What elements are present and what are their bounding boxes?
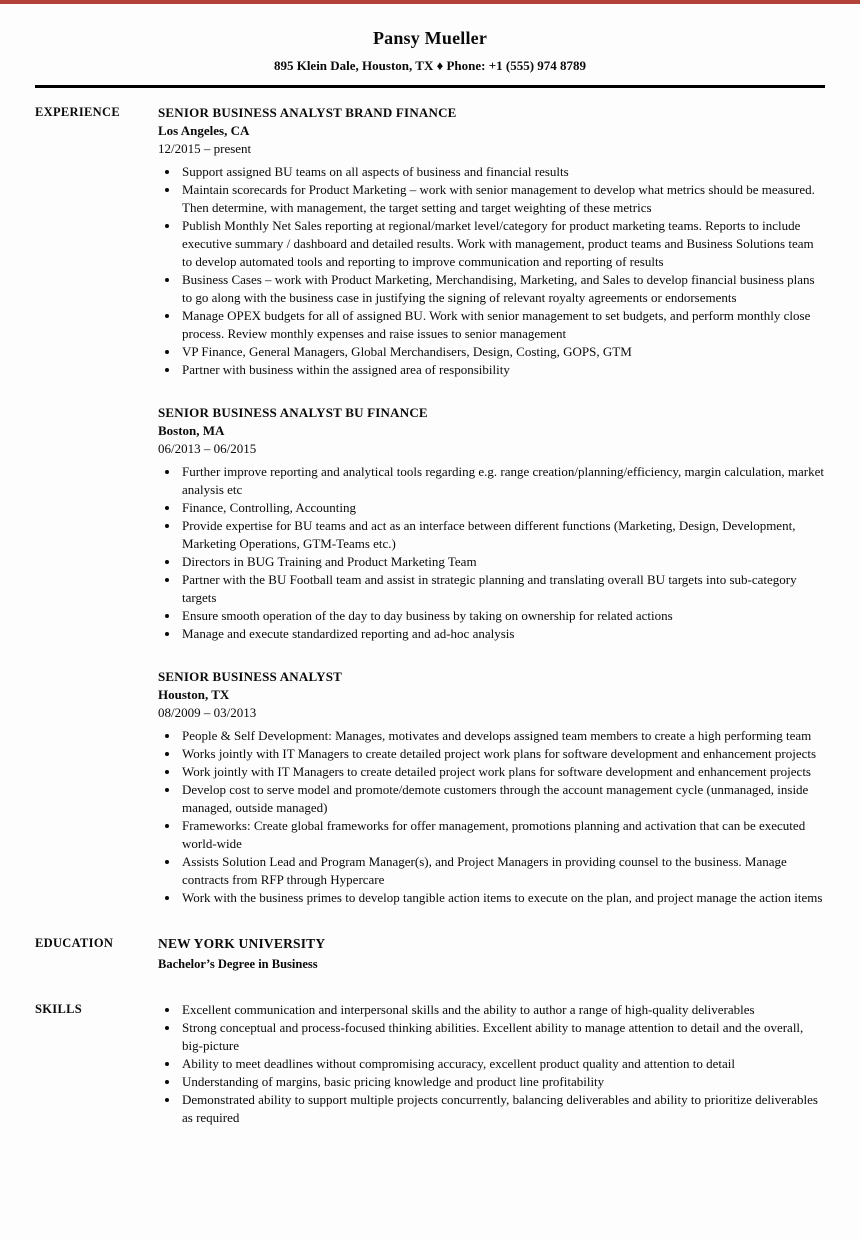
- bullet-item: • Work with the business primes to develop tangible action items to execute on the plan, and project manage the action items: [180, 889, 825, 907]
- bullet-item: • Finance, Controlling, Accounting: [180, 499, 825, 517]
- skill-bullet-item: • Demonstrated ability to support multiple projects concurrently, balancing deliverables and ability to prioritize deliverables as required: [180, 1091, 825, 1127]
- job-entry: [158, 404, 825, 643]
- bullet-item: • Further improve reporting and analytical tools regarding e.g. range creation/planning/efficiency, margin calculation, market analysis etc: [180, 463, 825, 499]
- job-location: Boston, MA: [158, 423, 225, 438]
- skill-bullet-item: • Ability to meet deadlines without compromising accuracy, excellent product quality and attention to detail: [180, 1055, 825, 1073]
- job-entry: [158, 104, 825, 379]
- bullet-item: • Support assigned BU teams on all aspects of business and financial results: [180, 163, 825, 181]
- bullet-item: • Develop cost to serve model and promote/demote customers through the account management cycle (unmanaged, inside managed, outside managed): [180, 781, 825, 817]
- bullet-item: • People & Self Development: Manages, motivates and develops assigned team members to create a high performing team: [180, 727, 825, 745]
- header-divider: [35, 85, 825, 88]
- skills-section: [35, 1001, 825, 1127]
- job-title: SENIOR BUSINESS ANALYST BU FINANCE: [158, 405, 428, 420]
- page-body: [0, 4, 860, 1127]
- job-bullet-list: [158, 727, 825, 907]
- job-title: SENIOR BUSINESS ANALYST: [158, 669, 343, 684]
- skill-bullet-item: • Understanding of margins, basic pricing knowledge and product line profitability: [180, 1073, 825, 1091]
- job-dates: 08/2009 – 03/2013: [158, 705, 257, 720]
- education-content: [158, 935, 825, 973]
- degree-name: Bachelor’s Degree in Business: [158, 957, 318, 971]
- bullet-item: • Maintain scorecards for Product Marketing – work with senior management to develop what metrics should be measured. Then determine, with management, the target setting and target weighting of these metrics: [180, 181, 825, 217]
- skills-list: [158, 1001, 825, 1127]
- bullet-item: • Frameworks: Create global frameworks for offer management, promotions planning and activation that can be executed world-wide: [180, 817, 825, 853]
- skill-bullet-item: • Strong conceptual and process-focused thinking abilities. Excellent ability to manage attention to detail and the overall, big-picture: [180, 1019, 825, 1055]
- school-name: NEW YORK UNIVERSITY: [158, 936, 326, 951]
- bullet-item: • Provide expertise for BU teams and act as an interface between different functions (Marketing, Design, Development, Marketing Operations, GTM-Teams etc.): [180, 517, 825, 553]
- job-entry: [158, 668, 825, 907]
- section-label-experience: EXPERIENCE: [35, 105, 120, 119]
- job-dates: 12/2015 – present: [158, 141, 252, 156]
- section-label-skills: SKILLS: [35, 1002, 82, 1016]
- bullet-item: • VP Finance, General Managers, Global Merchandisers, Design, Costing, GOPS, GTM: [180, 343, 825, 361]
- bullet-item: • Partner with the BU Football team and assist in strategic planning and translating overall BU targets into sub-category targets: [180, 571, 825, 607]
- resume-header: [35, 28, 825, 88]
- bullet-item: • Partner with business within the assigned area of responsibility: [180, 361, 825, 379]
- skill-bullet-item: • Excellent communication and interpersonal skills and the ability to author a range of high-quality deliverables: [180, 1001, 825, 1019]
- job-location: Los Angeles, CA: [158, 123, 250, 138]
- bullet-item: • Works jointly with IT Managers to create detailed project work plans for software development and enhancement projects: [180, 745, 825, 763]
- contact-line: 895 Klein Dale, Houston, TX ♦ Phone: +1 (555) 974 8789: [273, 58, 587, 73]
- section-label-education: EDUCATION: [35, 936, 114, 950]
- job-bullet-list: [158, 163, 825, 379]
- skills-content: [158, 1001, 825, 1127]
- bullet-item: • Assists Solution Lead and Program Manager(s), and Project Managers in providing counsel to the business. Manage contracts from RFP through Hypercare: [180, 853, 825, 889]
- job-title: SENIOR BUSINESS ANALYST BRAND FINANCE: [158, 105, 457, 120]
- bullet-item: • Business Cases – work with Product Marketing, Merchandising, Marketing, and Sales to develop financial business plans to go along with the business case in justifying the signing of relevant royalty agreements or endorsements: [180, 271, 825, 307]
- job-dates: 06/2013 – 06/2015: [158, 441, 257, 456]
- candidate-name: Pansy Mueller: [372, 28, 488, 48]
- experience-section: [35, 104, 825, 907]
- bullet-item: • Ensure smooth operation of the day to day business by taking on ownership for related actions: [180, 607, 825, 625]
- bullet-item: • Manage and execute standardized reporting and ad-hoc analysis: [180, 625, 825, 643]
- experience-content: [158, 104, 825, 907]
- bullet-item: • Work jointly with IT Managers to create detailed project work plans for software development and enhancement projects: [180, 763, 825, 781]
- job-bullet-list: [158, 463, 825, 643]
- education-section: [35, 935, 825, 973]
- bullet-item: • Directors in BUG Training and Product Marketing Team: [180, 553, 825, 571]
- bullet-item: • Manage OPEX budgets for all of assigned BU. Work with senior management to set budgets, and perform monthly close process. Review monthly expenses and raise issues to senior management: [180, 307, 825, 343]
- job-location: Houston, TX: [158, 687, 230, 702]
- bullet-item: • Publish Monthly Net Sales reporting at regional/market level/category for product marketing teams. Reports to include executive summary / dashboard and detailed results. Work with management, product teams and Business Solutions team to develop automated tools and reporting to improve communication and reporting of results: [180, 217, 825, 271]
